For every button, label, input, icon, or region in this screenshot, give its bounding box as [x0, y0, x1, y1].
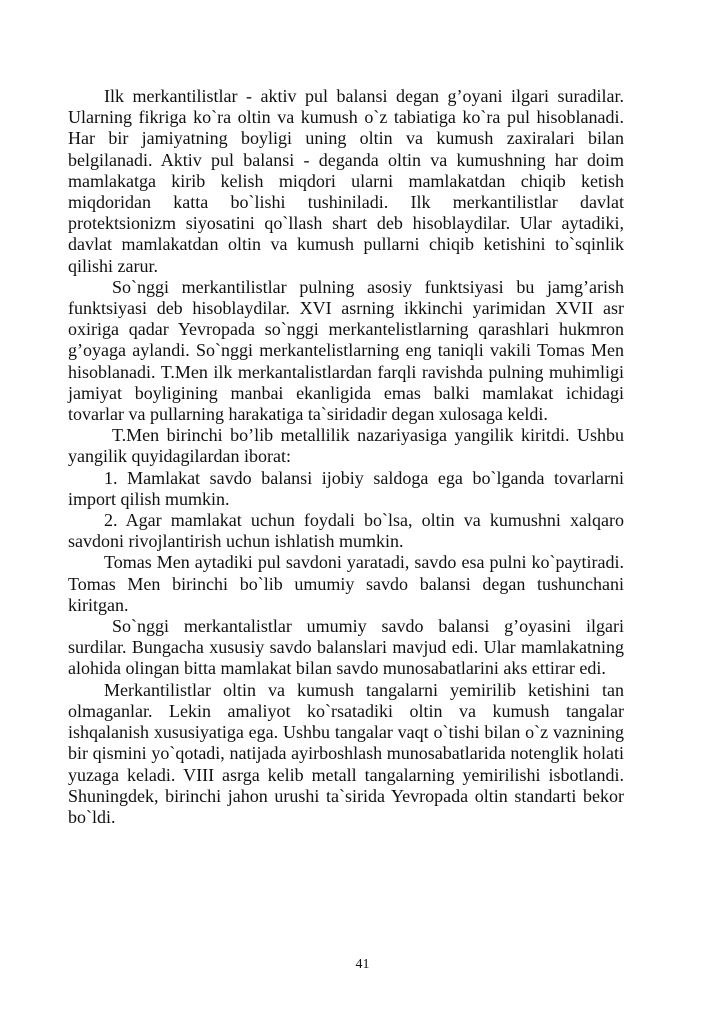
paragraph-early-mercantilists: Ilk merkantilistlar - aktiv pul balansi degan g’oyani ilgari suradilar. Ularning fikriga ko`ra oltin va kumush o`z tabiatiga ko`ra pul hisoblanadi. Har bir jamiyatning boyligi uning oltin va kumush zaxiralari bilan belgilanadi. Aktiv pul balansi - deganda oltin va kumushning har doim mamlakatga kirib kelish miqdori ularni mamlakatdan chiqib ketish miqdoridan katta bo`lishi tushiniladi. Ilk merkantilistlar davlat protektsionizm siyosatini qo`llash shart deb hisoblaydilar. Ular aytadiki, davlat mamlakatdan oltin va kumush pullarni chiqib ketishini to`sqinlik qilishi zarur.	[68, 86, 624, 276]
paragraph-late-mercantilists: So`nggi merkantilistlar pulning asosiy funktsiyasi bu jamg’arish funktsiyasi deb hisoblaydilar. XVI asrning ikkinchi yarimidan XVII asr oxiriga qadar Yevropada so`nggi merkantelistlarning qarashlari hukmron g’oyaga aylandi. So`nggi merkantelistlarning eng taniqli vakili Tomas Men hisoblanadi. T.Men ilk merkantalistlardan farqli ravishda pulning muhimligi jamiyat boyligining manbai ekanligida emas balki mamlakat ichidagi tovarlar va pullarning harakatiga ta`siridadir degan xulosaga keldi.	[68, 276, 624, 425]
list-item-1: 1. Mamlakat savdo balansi ijobiy saldoga ega bo`lganda tovarlarni import qilish mumkin.	[68, 467, 624, 509]
paragraph-tomas-men: Tomas Men aytadiki pul savdoni yaratadi, savdo esa pulni ko`paytiradi. Tomas Men birinchi bo`lib umumiy savdo balansi degan tushunchani kiritgan.	[68, 552, 624, 615]
list-item-2: 2. Agar mamlakat uchun foydali bo`lsa, oltin va kumushni xalqaro savdoni rivojlantirish uchun ishlatish mumkin.	[68, 510, 624, 552]
paragraph-trade-balance: So`nggi merkantalistlar umumiy savdo balansi g’oyasini ilgari surdilar. Bungacha xususiy savdo balanslari mavjud edi. Ular mamlakatning alohida olingan bitta mamlakat bilan savdo munosabatlarini aks ettirar edi.	[68, 616, 624, 679]
paragraph-t-men-innovation: T.Men birinchi bo’lib metallilik nazariyasiga yangilik kiritdi. Ushbu yangilik quyidagilardan iborat:	[68, 425, 624, 467]
document-body	[68, 86, 624, 828]
paragraph-coin-wear: Merkantilistlar oltin va kumush tangalarni yemirilib ketishini tan olmaganlar. Lekin amaliyot ko`rsatadiki oltin va kumush tangalar ishqalanish xususiyatiga ega. Ushbu tangalar vaqt o`tishi bilan o`z vaznining bir qismini yo`qotadi, natijada ayirboshlash munosabatlarida notenglik holati yuzaga keladi. VIII asrga kelib metall tangalarning yemirilishi isbotlandi. Shuningdek, birinchi jahon urushi ta`sirida Yevropada oltin standarti bekor bo`ldi.	[68, 679, 624, 827]
page-number: 41	[355, 957, 370, 972]
